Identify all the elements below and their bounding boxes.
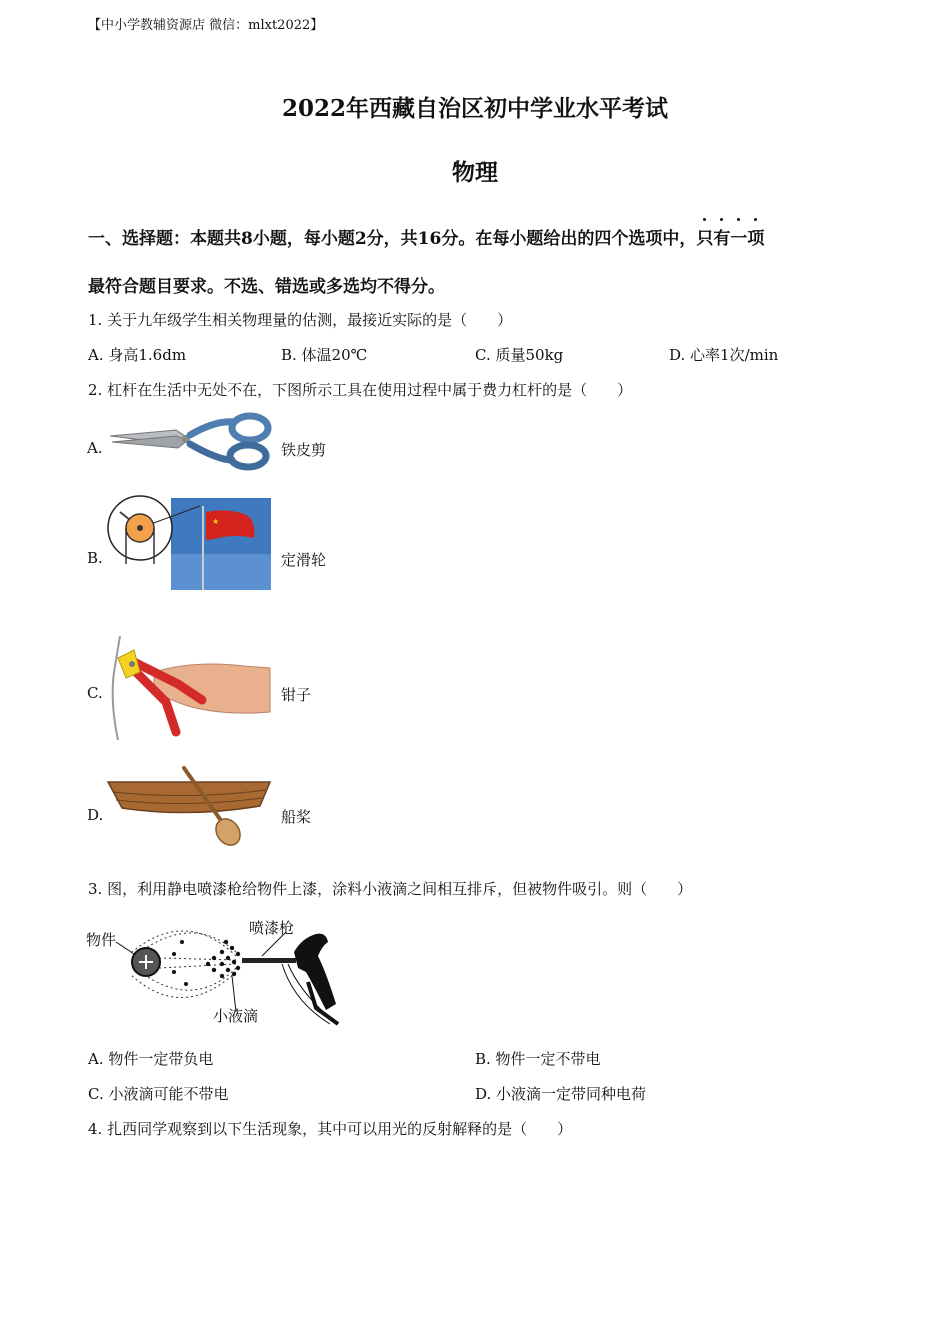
question-2-stem: 2. 杠杆在生活中无处不在，下图所示工具在使用过程中属于费力杠杆的是（ ）: [88, 381, 633, 399]
q1-option-d: D. 心率1次/min: [669, 346, 779, 364]
section-heading-line1: [88, 224, 764, 249]
q3-option-c: C. 小液滴可能不带电: [88, 1085, 229, 1103]
section-heading-line2: 最符合题目要求。不选、错选或多选均不得分。: [88, 277, 445, 297]
fixed-pulley-image: [106, 494, 274, 594]
emphasis-char: 只: [696, 224, 713, 249]
fig-label-droplet: 小液滴: [213, 1007, 259, 1025]
q2-option-c-caption: 钳子: [281, 686, 312, 704]
q3-option-b: B. 物件一定不带电: [475, 1050, 601, 1068]
boat-oar-image: [104, 764, 274, 848]
emphasis-char: 有: [713, 224, 730, 249]
q2-option-a-letter: A.: [87, 439, 103, 457]
q2-option-b-caption: 定滑轮: [281, 551, 327, 569]
q2-option-d-letter: D.: [87, 806, 104, 824]
subject-title: 物理: [452, 159, 498, 186]
question-1-stem: 1. 关于九年级学生相关物理量的估测，最接近实际的是（ ）: [88, 311, 513, 329]
q1-option-a: A. 身高1.6dm: [88, 346, 187, 364]
pliers-image: [104, 632, 274, 744]
q2-option-d-caption: 船桨: [281, 808, 312, 826]
section-heading-text: 一、选择题：本题共8小题，每小题2分，共16分。在每小题给出的四个选项中，: [88, 229, 697, 249]
fig-label-spray-gun: 喷漆枪: [249, 919, 295, 937]
q2-option-c-letter: C.: [87, 684, 103, 702]
q3-option-a: A. 物件一定带负电: [88, 1050, 214, 1068]
q1-option-c: C. 质量50kg: [475, 346, 564, 364]
q3-option-d: D. 小液滴一定带同种电荷: [475, 1085, 647, 1103]
tin-snips-image: [106, 408, 274, 474]
header-note: 【中小学教辅资源店 微信：mlxt2022】: [88, 18, 324, 33]
emphasis-char: 一: [730, 224, 747, 249]
question-4-stem: 4. 扎西同学观察到以下生活现象，其中可以用光的反射解释的是（ ）: [88, 1120, 573, 1138]
exam-title: 2022年西藏自治区初中学业水平考试: [281, 95, 668, 122]
emphasis-char: 项: [747, 224, 764, 249]
q1-option-b: B. 体温20℃: [281, 346, 368, 364]
q2-option-a-caption: 铁皮剪: [281, 441, 327, 459]
q2-option-b-letter: B.: [87, 549, 103, 567]
question-3-stem: 3. 图，利用静电喷漆枪给物件上漆，涂料小液滴之间相互排斥，但被物件吸引。则（ ）: [88, 880, 693, 898]
svg-text:★: ★: [212, 517, 220, 526]
fig-label-object: 物件: [86, 931, 117, 949]
